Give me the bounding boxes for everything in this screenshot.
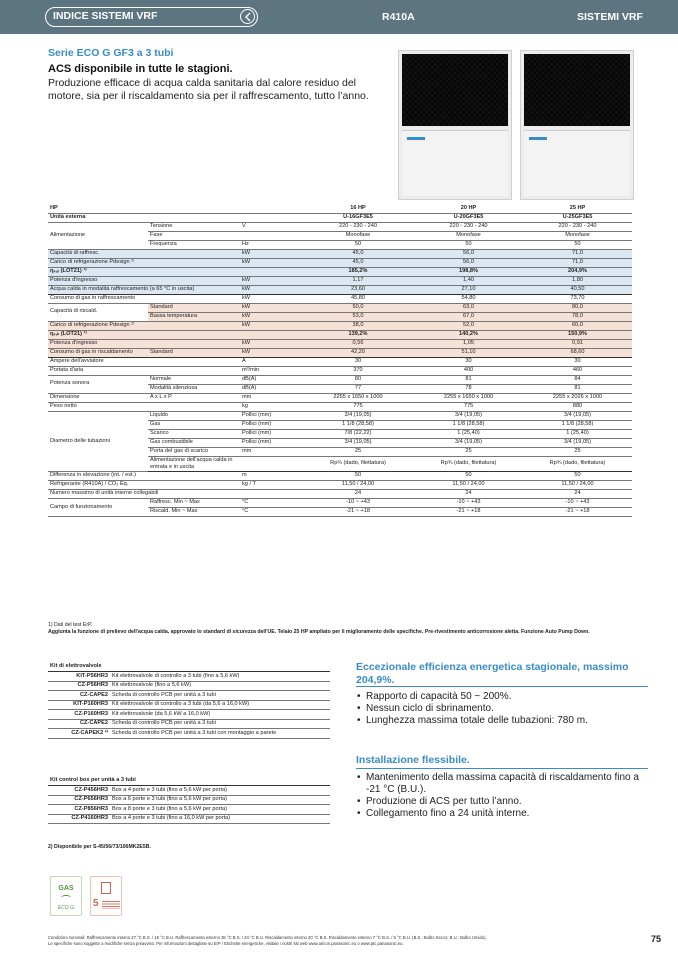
spec-cell: 50	[523, 240, 632, 249]
spec-cell: 220 - 230 - 240	[414, 222, 523, 231]
spec-row-sub: Standard	[148, 303, 240, 312]
spec-row-unit: m³/min	[240, 366, 302, 375]
spec-cell: 81	[523, 384, 632, 393]
spec-row-label: Consumo di gas in raffrescamento	[48, 294, 240, 303]
table-row	[48, 498, 632, 507]
spec-row-unit: kg	[240, 402, 302, 411]
spec-row-hp	[48, 204, 632, 213]
spec-row-unit: kW	[240, 285, 302, 294]
list-item: • Produzione di ACS per tutto l’anno.	[357, 796, 649, 808]
spec-row-sub: Riscald. Min ~ Max	[148, 507, 240, 516]
spec-cell: 24	[414, 489, 523, 498]
list-item: • Collegamento fino a 24 unità interne.	[357, 808, 649, 820]
spec-cell: 54,80	[414, 294, 523, 303]
table-row	[48, 393, 632, 402]
spec-row-label: Acqua calda in modalità raffrescamento (a 65 °C in uscita)	[48, 285, 240, 294]
ecog-label: ECO G	[57, 905, 75, 911]
eco-g-gas-badge	[50, 876, 82, 916]
spec-cell: 400	[414, 366, 523, 375]
kit-box-title: Kit control box per unità a 3 tubi	[48, 776, 330, 786]
spec-cell: 51,10	[414, 348, 523, 357]
spec-row-unit: dB(A)	[240, 375, 302, 384]
spec-model-20: U-20GF3E5	[414, 213, 523, 222]
spec-row-unit: mm	[240, 447, 302, 456]
spec-cell: 3/4 (19,05)	[523, 411, 632, 420]
spec-cell: 50,0	[302, 303, 414, 312]
spec-cell: Rp¾ (dado, filettatura)	[302, 456, 414, 471]
kit-code: KIT-P56HR3	[48, 672, 110, 682]
kit-description: Box a 8 porte e 3 tubi (fino a 5,6 kW per porta)	[110, 805, 330, 815]
list-item: • Rapporto di capacità 50 ~ 200%.	[357, 691, 649, 703]
spec-cell: 56,0	[414, 249, 523, 258]
spec-row-group: Campo di funzionamento	[48, 498, 148, 516]
spec-cell: 30	[523, 357, 632, 366]
spec-row-unit: Pollici (mm)	[240, 438, 302, 447]
table-row	[48, 285, 632, 294]
spec-cell: 1,05	[414, 339, 523, 348]
spec-cell: 81	[414, 375, 523, 384]
table-row	[48, 339, 632, 348]
series-title: Serie ECO G GF3 a 3 tubi	[48, 47, 174, 59]
spec-cell: 24	[302, 489, 414, 498]
spec-cell: 11,50 / 24,00	[523, 480, 632, 489]
spec-cell: 77	[302, 384, 414, 393]
table-row	[48, 710, 330, 720]
spec-cell: -21 ~ +18	[523, 507, 632, 516]
refrigerant-label: R410A	[382, 11, 415, 23]
index-label: INDICE SISTEMI VRF	[53, 10, 158, 22]
spec-cell: 1 (25,40)	[523, 429, 632, 438]
spec-row-group: Capacità di riscald.	[48, 303, 148, 321]
kit-code: CZ-P160HR3	[48, 710, 110, 720]
spec-row-unit: mm	[240, 393, 302, 402]
spec-row-sub: Frequenza	[148, 240, 240, 249]
section-label: SISTEMI VRF	[577, 11, 643, 23]
spec-cell: 78	[414, 384, 523, 393]
spec-cell: 25	[523, 447, 632, 456]
spec-row-label: ηₛ,ₕ (LOT21) ¹⁾	[48, 330, 240, 339]
spec-row-sub: Raffresc. Min ~ Max	[148, 498, 240, 507]
footer-line-2: Le specifiche sono soggette a modifiche senza preavviso. Per informazioni dettagliate su ErP / Etichette energetiche, visitate i nostri siti web www.aircon.panasonic.eu o www.ptc.panasonic.eu.	[48, 941, 404, 946]
spec-cell: 880	[523, 402, 632, 411]
features-divider	[356, 768, 648, 769]
spec-cell: -21 ~ +18	[414, 507, 523, 516]
table-row	[48, 267, 632, 276]
chevron-left-icon[interactable]	[240, 9, 255, 24]
spec-row-sub: Normale	[148, 375, 240, 384]
spec-cell: Monofase	[523, 231, 632, 240]
features-install-list	[357, 772, 649, 820]
spec-cell: 40,50	[523, 285, 632, 294]
features-efficiency-title: Eccezionale efficienza energetica stagionale, massimo 204,9%.	[356, 661, 629, 686]
table-row	[48, 691, 330, 701]
table-row	[48, 786, 330, 796]
spec-cell: 0,56	[302, 339, 414, 348]
spec-row-unit	[240, 456, 302, 471]
spec-cell: 1,17	[302, 276, 414, 285]
spec-row-unit	[240, 231, 302, 240]
page-number: 75	[651, 934, 662, 944]
spec-cell: 198,8%	[414, 267, 523, 276]
table-row	[48, 357, 632, 366]
spec-hp-16: 16 HP	[302, 204, 414, 213]
spec-cell: 1,80	[523, 276, 632, 285]
spec-cell: 1 (25,40)	[414, 429, 523, 438]
spec-row-label: Portata d'aria	[48, 366, 240, 375]
spec-cell: 78,0	[523, 312, 632, 321]
spec-row-unit: kW	[240, 321, 302, 330]
table-row	[48, 729, 330, 739]
spec-row-unit: m	[240, 471, 302, 480]
table-row	[48, 814, 330, 824]
spec-cell: 2255 x 1650 x 1000	[302, 393, 414, 402]
spec-cell: 24	[523, 489, 632, 498]
kit-description: Kit elettrovalvole (fino a 5,6 kW)	[110, 681, 330, 691]
kit-code: KIT-P160HR3	[48, 700, 110, 710]
spec-row-group: Dimensione	[48, 393, 148, 402]
spec-cell: 140,2%	[414, 330, 523, 339]
spec-row-unit: kW	[240, 348, 302, 357]
spec-hp-20: 20 HP	[414, 204, 523, 213]
list-item: • Lunghezza massima totale delle tubazioni: 780 m.	[357, 715, 649, 727]
warranty-years: 5	[93, 898, 99, 909]
spec-row-unit: Pollici (mm)	[240, 411, 302, 420]
spec-row-sub: Gas combustibile	[148, 438, 240, 447]
kit-description: Box a 6 porte e 3 tubi (fino a 5,6 kW per porta)	[110, 795, 330, 805]
spec-row-label: Capacità di raffresc.	[48, 249, 240, 258]
spec-row-group: Potenza sonora	[48, 375, 148, 393]
spec-cell: 775	[414, 402, 523, 411]
spec-model-16: U-16GF3E5	[302, 213, 414, 222]
spec-row-unit: °C	[240, 507, 302, 516]
kit-description: Scheda di controllo PCB per unità a 3 tubi con montaggio a parete	[110, 729, 330, 739]
spec-row-label: Potenza d'ingresso	[48, 339, 240, 348]
spec-cell: Rp¾ (dado, filettatura)	[414, 456, 523, 471]
spec-row-group: Alimentazione	[48, 222, 148, 249]
spec-row-label: Ampere dell'avviatore	[48, 357, 240, 366]
header-bar	[0, 0, 678, 34]
spec-row-unit: kW	[240, 258, 302, 267]
spec-cell: 30	[414, 357, 523, 366]
spec-cell: 71,0	[523, 258, 632, 267]
kit-description: Scheda di controllo PCB per unità a 3 tubi	[110, 691, 330, 701]
features-divider	[356, 686, 648, 687]
note-2: 2) Disponibile per S-45/56/73/106MK2E5B.	[48, 844, 151, 850]
kit-box-table	[48, 776, 330, 824]
table-row	[48, 719, 330, 729]
spec-row-unit: kW	[240, 339, 302, 348]
spec-cell: 50	[523, 471, 632, 480]
spec-table	[48, 204, 632, 517]
table-row	[48, 489, 632, 498]
spec-cell: -10 ~ +43	[523, 498, 632, 507]
spec-cell: 3/4 (19,05)	[523, 438, 632, 447]
spec-cell: -21 ~ +18	[302, 507, 414, 516]
kit-description: Kit elettrovalvole di controllo a 3 tubi (da 5,6 a 16,0 kW)	[110, 700, 330, 710]
spec-row-unit: kW	[240, 276, 302, 285]
kit-code: CZ-P856HR3	[48, 805, 110, 815]
outdoor-unit-right	[520, 50, 634, 200]
spec-row-unit	[240, 267, 302, 276]
index-link[interactable]	[45, 7, 258, 27]
spec-hp-25: 25 HP	[523, 204, 632, 213]
kit-code: CZ-P656HR3	[48, 795, 110, 805]
spec-row-sub: Tensione	[148, 222, 240, 231]
spec-row-sub: A x L x P	[148, 393, 240, 402]
table-row	[48, 805, 330, 815]
spec-cell: 220 - 230 - 240	[523, 222, 632, 231]
spec-cell: 63,0	[414, 303, 523, 312]
spec-row-label: Potenza d'ingresso	[48, 276, 240, 285]
spec-cell: 30	[302, 357, 414, 366]
table-row	[48, 795, 330, 805]
spec-cell: 73,70	[523, 294, 632, 303]
spec-cell: 1 1/8 (28,58)	[414, 420, 523, 429]
spec-cell: 0,91	[523, 339, 632, 348]
spec-cell: -10 ~ +43	[302, 498, 414, 507]
spec-cell: 45,0	[302, 249, 414, 258]
warranty-text-lines	[102, 901, 120, 909]
spec-cell: 370	[302, 366, 414, 375]
spec-row-sub: Gas	[148, 420, 240, 429]
spec-row-sub: Bassa temperatura	[148, 312, 240, 321]
table-row	[48, 700, 330, 710]
table-row	[48, 276, 632, 285]
spec-row-unit: A	[240, 357, 302, 366]
kit-code: CZ-P456HR3	[48, 786, 110, 796]
spec-row-sub: Scarico	[148, 429, 240, 438]
table-row	[48, 249, 632, 258]
table-row	[48, 375, 632, 384]
table-row	[48, 471, 632, 480]
spec-row-label: Refrigerante (R410A) / CO₂ Eq.	[48, 480, 240, 489]
warranty-badge	[90, 876, 122, 916]
kit-code: CZ-CAPEK2 ²⁾	[48, 729, 110, 739]
table-row	[48, 222, 632, 231]
spec-row-unit: V	[240, 222, 302, 231]
spec-row-label: Carico di refrigerazione Pdesign ¹⁾	[48, 258, 240, 267]
spec-row-unit: Hz	[240, 240, 302, 249]
spec-cell: 3/4 (19,05)	[414, 411, 523, 420]
list-item: • Nessun ciclo di sbrinamento.	[357, 703, 649, 715]
table-row	[48, 681, 330, 691]
spec-cell: 50	[414, 471, 523, 480]
table-row	[48, 258, 632, 267]
kit-code: CZ-CAPE2	[48, 719, 110, 729]
spec-row-label: Numero massimo di unità interne collegabili	[48, 489, 240, 498]
spec-cell: 53,0	[302, 312, 414, 321]
spec-cell: Monofase	[414, 231, 523, 240]
spec-cell: 80	[302, 375, 414, 384]
table-row	[48, 411, 632, 420]
spec-cell: 2255 x 2026 x 1000	[523, 393, 632, 402]
features-efficiency-list	[357, 691, 649, 727]
table-row	[48, 303, 632, 312]
spec-cell: 84	[523, 375, 632, 384]
spec-cell: 25	[302, 447, 414, 456]
table-row	[48, 348, 632, 357]
spec-cell: 50	[414, 240, 523, 249]
note-1: 1) Dati del test ErP.	[48, 622, 93, 628]
spec-cell: 460	[523, 366, 632, 375]
spec-cell: 45,80	[302, 294, 414, 303]
spec-row-group: Consumo di gas in riscaldamento	[48, 348, 148, 357]
spec-row-unit: Pollici (mm)	[240, 429, 302, 438]
spec-cell: 42,20	[302, 348, 414, 357]
leaf-icon	[61, 895, 71, 900]
spec-row-unit: kW	[240, 249, 302, 258]
spec-cell: 80,0	[523, 303, 632, 312]
kit-valve-title: Kit di elettrovalvole	[48, 662, 330, 672]
spec-row-sub: Porta del gas di scarico	[148, 447, 240, 456]
spec-cell: Rp¾ (dado, filettatura)	[523, 456, 632, 471]
outdoor-unit-left	[398, 50, 512, 200]
kit-description: Kit elettrovalvole (da 5,6 kW a 16,0 kW)	[110, 710, 330, 720]
kit-code: CZ-CAPE2	[48, 691, 110, 701]
spec-cell: 52,0	[414, 321, 523, 330]
table-row	[48, 294, 632, 303]
spec-cell: 1 1/8 (28,58)	[302, 420, 414, 429]
spec-cell: 23,60	[302, 285, 414, 294]
spec-row-unit: Pollici (mm)	[240, 420, 302, 429]
spec-row-label: Differenza in elevazione (int. / est.)	[48, 471, 240, 480]
spec-row-unit: °C	[240, 498, 302, 507]
footer-conditions	[48, 935, 608, 947]
spec-row-unit: kW	[240, 303, 302, 312]
kit-description: Kit elettrovalvole di controllo a 3 tubi (fino a 5,6 kW)	[110, 672, 330, 682]
spec-cell: 1,40	[414, 276, 523, 285]
kit-description: Box a 4 porte e 3 tubi (fino a 5,6 kW per porta)	[110, 786, 330, 796]
spec-row-label: ηₛ,ₓ (LOT21) ¹⁾	[48, 267, 240, 276]
spec-row-label: Peso netto	[48, 402, 240, 411]
spec-row-unit: kW	[240, 294, 302, 303]
spec-row-sub: Alimentazione dell'acqua calda in entrata e in uscita	[148, 456, 240, 471]
spec-hp-label: HP	[48, 204, 148, 213]
kit-code: CZ-P4160HR3	[48, 814, 110, 824]
spec-cell: 68,60	[523, 348, 632, 357]
kit-description: Scheda di controllo PCB per unità a 3 tubi	[110, 719, 330, 729]
spec-cell: 25	[414, 447, 523, 456]
spec-cell: 11,50 / 24,00	[302, 480, 414, 489]
spec-cell: 50	[302, 240, 414, 249]
intro-text: Produzione efficace di acqua calda sanitaria dal calore residuo del motore, sia per il riscaldamento sia per il raffrescamento, tutto l’anno.	[48, 77, 369, 102]
table-row	[48, 402, 632, 411]
spec-row-unit: kW	[240, 312, 302, 321]
spec-cell: 50	[302, 471, 414, 480]
spec-row-sub: Liquido	[148, 411, 240, 420]
spec-cell: 60,0	[523, 321, 632, 330]
table-row	[48, 672, 330, 682]
spec-cell: 185,2%	[302, 267, 414, 276]
spec-cell: 3/4 (19,05)	[414, 438, 523, 447]
features-install-title: Installazione flessibile.	[356, 754, 470, 766]
spec-model-25: U-25GF3E5	[523, 213, 632, 222]
headline: ACS disponibile in tutte le stagioni.	[48, 63, 233, 75]
spec-cell: 3/4 (19,05)	[302, 411, 414, 420]
building-icon	[101, 882, 111, 894]
spec-cell: 11,50 / 24,00	[414, 480, 523, 489]
kit-description: Box a 4 porte e 3 tubi (fino a 16,0 kW per porta)	[110, 814, 330, 824]
note-text: Aggiunta la funzione di prelievo dell'acqua calda, approvato lo standard di sicurezza dell'UE. Telaio 25 HP ampliato per il miglioramento delle specifiche. Pre-rivestimento anticorrosione aletta. Funzione Auto Pump Down.	[48, 629, 590, 635]
spec-cell: 204,9%	[523, 267, 632, 276]
spec-row-sub: Modalità silenziosa	[148, 384, 240, 393]
gas-label: GAS	[58, 885, 74, 892]
spec-cell: 1 1/8 (28,58)	[523, 420, 632, 429]
table-row	[48, 480, 632, 489]
spec-row-unit	[240, 330, 302, 339]
spec-cell: 56,0	[414, 258, 523, 267]
table-row	[48, 330, 632, 339]
kit-valve-table	[48, 662, 330, 739]
spec-cell: 220 - 230 - 240	[302, 222, 414, 231]
outdoor-units-image	[398, 50, 636, 200]
spec-row-unit	[240, 489, 302, 498]
list-item: • Mantenimento della massima capacità di riscaldamento fino a -21 °C (B.U.).	[357, 772, 649, 796]
spec-row-sub: Fase	[148, 231, 240, 240]
spec-row-sub: Standard	[148, 348, 240, 357]
spec-cell: 45,0	[302, 258, 414, 267]
spec-cell: 2255 x 1650 x 1000	[414, 393, 523, 402]
kit-code: CZ-P56HR3	[48, 681, 110, 691]
table-row	[48, 366, 632, 375]
spec-cell: 150,9%	[523, 330, 632, 339]
spec-row-model	[48, 213, 632, 222]
spec-cell: -10 ~ +43	[414, 498, 523, 507]
spec-cell: 27,10	[414, 285, 523, 294]
spec-row-unit: kg / T	[240, 480, 302, 489]
table-row	[48, 321, 632, 330]
spec-cell: 7/8 (22,22)	[302, 429, 414, 438]
spec-unit-label: Unità esterna	[48, 213, 148, 222]
spec-row-group: Diametro delle tubazioni	[48, 411, 148, 471]
spec-cell: 775	[302, 402, 414, 411]
spec-row-unit: dB(A)	[240, 384, 302, 393]
spec-cell: 3/4 (19,05)	[302, 438, 414, 447]
spec-cell: Monofase	[302, 231, 414, 240]
footer-line-1: Condizioni nominali: Raffrescamento interno 27 °C B.S. / 19 °C B.U. Raffrescamento esterno 35 °C B.S. / 24 °C B.U. Riscaldamento interno 20 °C B.S. Riscaldamento esterno 7 °C B.S. / 6 °C B.U. (B.S.: Bulbo Secco; B.U.: Bulbo Umido).	[48, 935, 487, 940]
spec-cell: 38,0	[302, 321, 414, 330]
spec-cell: 67,0	[414, 312, 523, 321]
spec-cell: 139,2%	[302, 330, 414, 339]
spec-row-label: Carico di refrigerazione Pdesign ¹⁾	[48, 321, 240, 330]
spec-cell: 71,0	[523, 249, 632, 258]
